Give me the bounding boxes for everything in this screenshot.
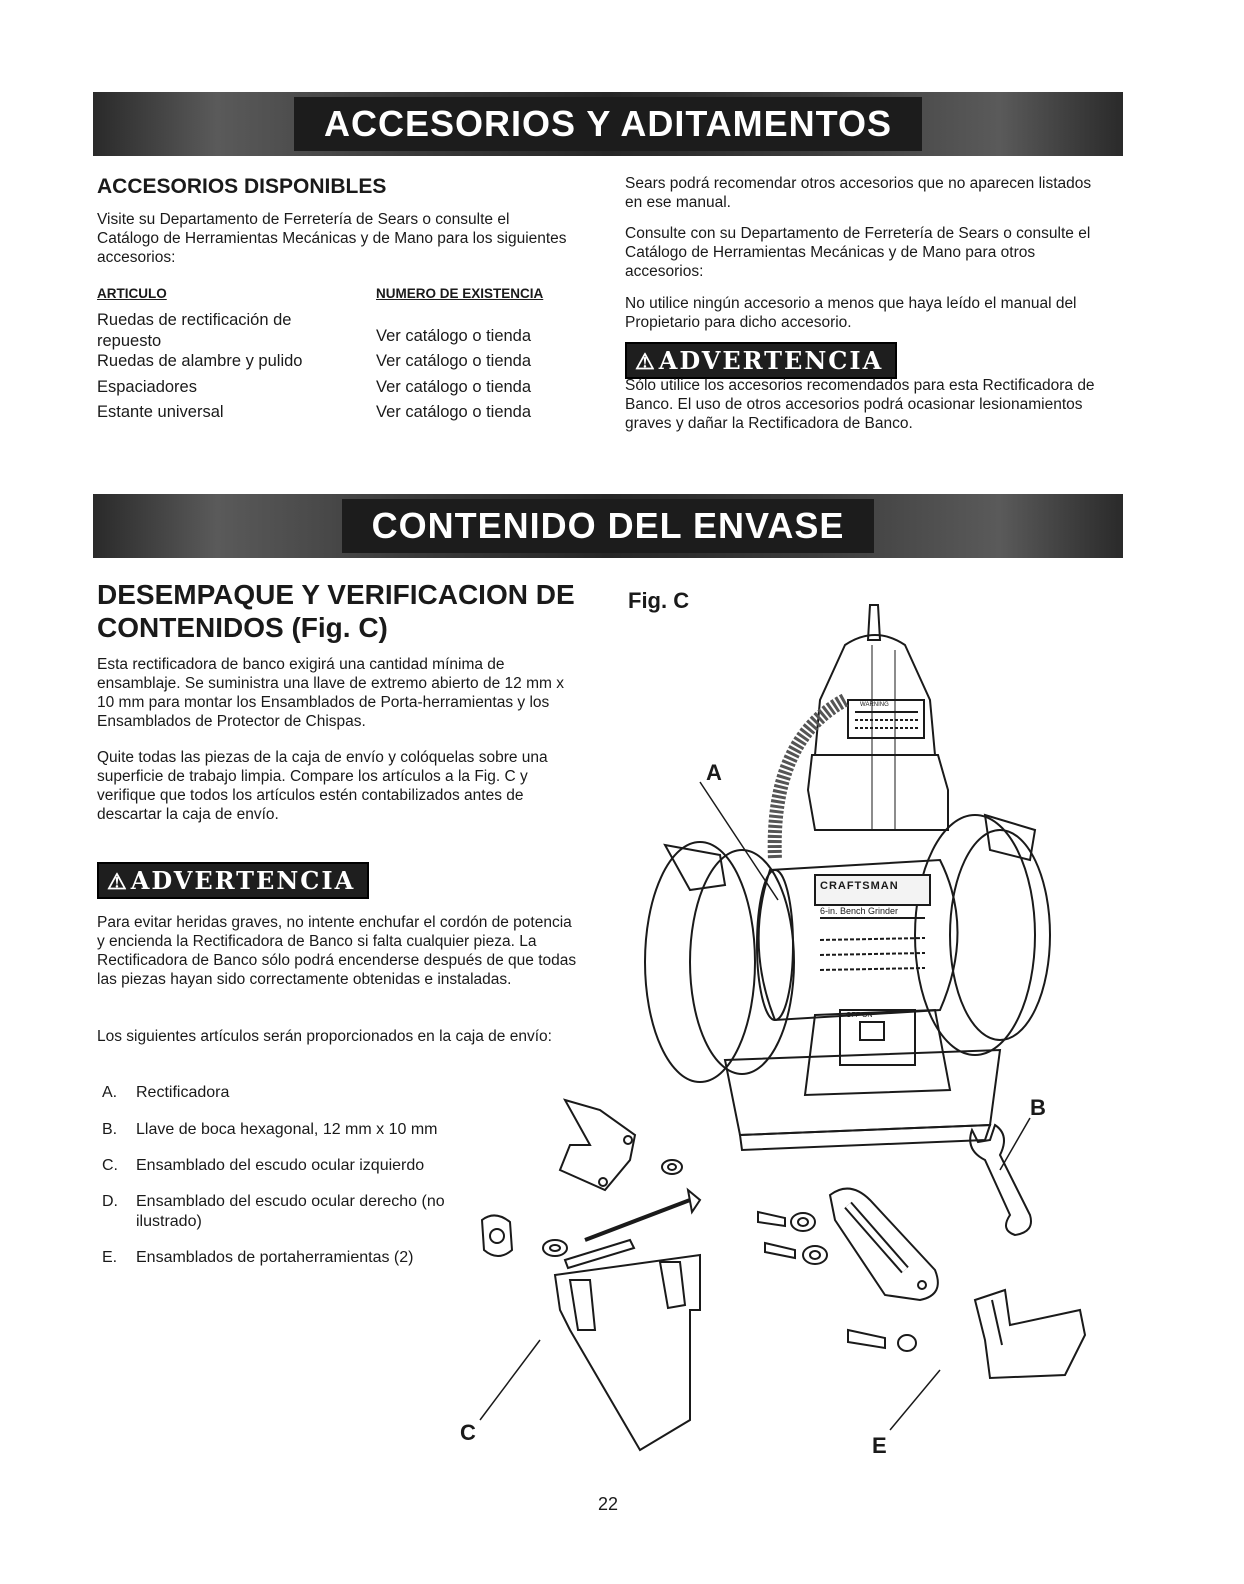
accessories-heading: ACCESORIOS DISPONIBLES [97,175,387,198]
table-row-stock: Ver catálogo o tienda [376,403,532,421]
tool-rest-icon [975,1290,1085,1378]
unpacking-paragraph-1: Esta rectificadora de banco exigirá una cantidad mínima de ensamblaje. Se suministra una llave de extremo abierto de 12 mm x 10 mm para montar los Ensamblados de Porta-herramientas y los Ensamblados de Protector de Chispas. [97,656,564,730]
banner-title: CONTENIDO DEL ENVASE [342,499,875,553]
grinder-brand-label: CRAFTSMAN [820,880,899,892]
lamp-icon [808,605,948,830]
eye-shield-icon [555,1255,700,1450]
warning-triangle-icon: ⚠ [635,349,657,375]
accessories-note-3: No utilice ningún accesorio a menos que haya leído el manual del Propietario para dicho accesorio. [625,295,1077,331]
table-row-stock: Ver catálogo o tienda [376,378,532,396]
figure-letter-e: E [872,1433,887,1458]
switch-label: OFF ON [846,1012,873,1019]
accessories-intro: Visite su Departamento de Ferretería de Sears o consulte el Catálogo de Herramientas Mecánicas y de Mano para los siguientes accesorios: [97,211,567,266]
contents-warning-text: Para evitar heridas graves, no intente enchufar el cordón de potencia y encienda la Rectificadora de Banco si falta cualquier pieza. La Rectificadora de Banco sólo podrá encenderse después de que todas las piezas hayan sido correctamente obtenidas e instaladas. [97,914,577,988]
leader-line-a [700,782,778,900]
column-header-article: ARTICULO [97,286,167,301]
list-intro: Los siguientes artículos serán proporcionados en la caja de envío: [97,1028,552,1045]
leader-line-c [480,1340,540,1420]
accessories-warning-text: Sólo utilice los accesorios recomendados para esta Rectificadora de Banco. El uso de otros accesorios podrá ocasionar lesionamientos graves y dañar la Rectificadora de Banco. [625,377,1095,432]
right-wheel-guard-icon [915,815,1050,1055]
warning-badge: ⚠ADVERTENCIA [97,862,369,899]
figure-letter-b: B [1030,1095,1046,1120]
lamp-warning-label: WARNING [860,702,889,708]
grinder-product-label: 6-in. Bench Grinder [820,906,899,916]
unpacking-paragraph-2: Quite todas las piezas de la caja de envío y colóquelas sobre una superficie de trabajo limpia. Compare los artículos a la Fig. C y verifique que todos los artículos estén contabilizados antes de descartar la caja de envío. [97,749,548,823]
warning-badge: ⚠ADVERTENCIA [625,342,897,379]
page-number: 22 [598,1494,619,1514]
accessories-note-1: Sears podrá recomendar otros accesorios que no aparecen listados en ese manual. [625,175,1092,211]
figure-letter-a: A [706,760,722,785]
table-row-item: Ruedas de alambre y pulido [97,352,303,370]
table-row-item: Ruedas de rectificación de repuesto [97,311,292,350]
unpacking-heading: DESEMPAQUE Y VERIFICACION DE CONTENIDOS (Fig. C) [97,579,575,643]
figure-label: Fig. C [628,588,690,613]
figure-letter-c: C [460,1420,476,1445]
warning-triangle-icon: ⚠ [107,869,129,895]
leader-line-e [890,1370,940,1430]
tool-rest-bracket-icon [830,1189,938,1300]
table-row-item: Espaciadores [97,378,197,396]
bracket-icon [560,1100,635,1190]
wrench-icon [970,1125,1031,1235]
grinder-base-icon [725,1010,1000,1150]
table-row-stock: Ver catálogo o tienda [376,352,532,370]
table-row-stock: Ver catálogo o tienda [376,327,532,345]
table-row-item: Estante universal [97,403,224,421]
banner-title: ACCESORIOS Y ADITAMENTOS [294,97,922,151]
long-bolt-icon [585,1200,690,1240]
left-wheel-guard-icon [645,842,794,1082]
accessories-note-2: Consulte con su Departamento de Ferretería de Sears o consulte el Catálogo de Herramientas Mecánicas y de Mano para otros accesorios: [625,225,1091,280]
column-header-stock: NUMERO DE EXISTENCIA [376,286,544,301]
